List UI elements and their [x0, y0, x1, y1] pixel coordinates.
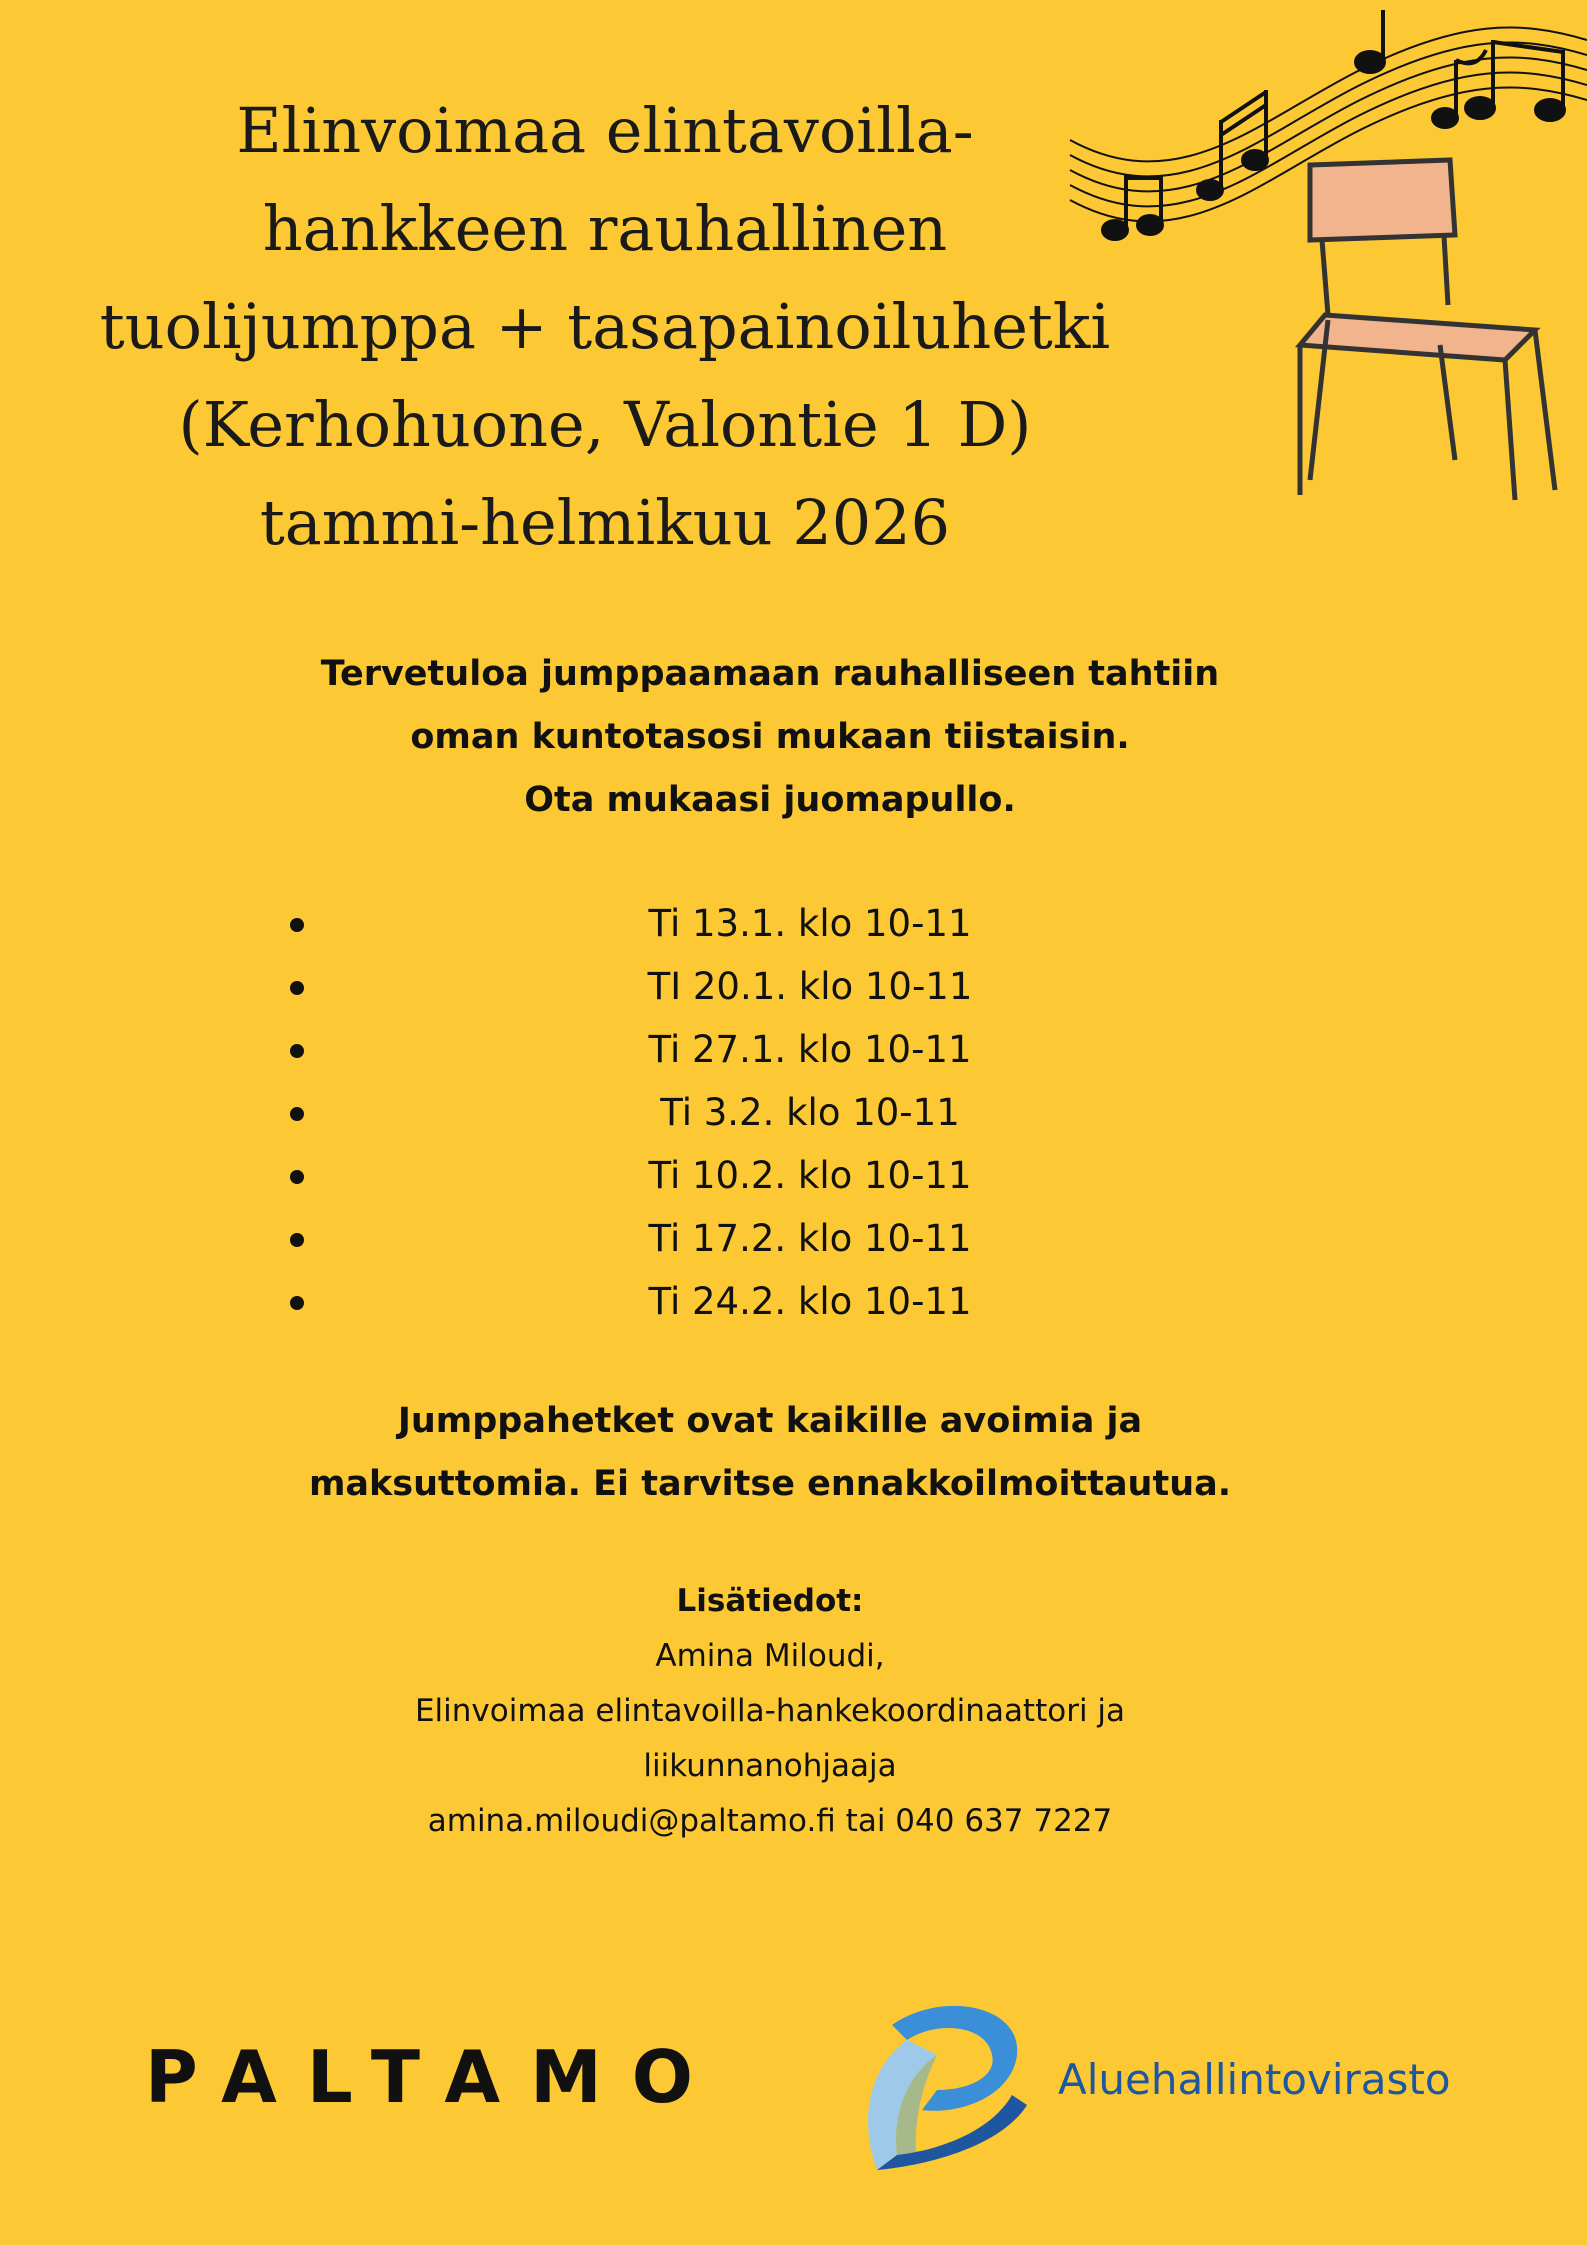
schedule-text: Ti 13.1. klo 10-11	[648, 902, 972, 945]
contact-heading: Lisätiedot:	[676, 1583, 864, 1619]
bullet-icon	[290, 1107, 304, 1121]
chair-icon	[1300, 160, 1555, 500]
schedule-list	[260, 892, 1360, 1333]
page-title	[60, 82, 1150, 572]
paltamo-logo: PALTAMO	[145, 2035, 723, 2119]
schedule-text: Ti 17.2. klo 10-11	[648, 1217, 972, 1260]
schedule-text: Ti 27.1. klo 10-11	[648, 1028, 972, 1071]
free-line: Jumppahetket ovat kaikille avoimia ja	[397, 1401, 1143, 1441]
intro-text	[240, 643, 1300, 832]
contact-name: Amina Miloudi,	[655, 1638, 885, 1674]
bullet-icon	[290, 1296, 304, 1310]
schedule-text: Ti 24.2. klo 10-11	[648, 1280, 972, 1323]
title-line: Elinvoimaa elintavoilla-	[236, 94, 974, 167]
contact-info	[270, 1574, 1270, 1849]
avi-logo-text: Aluehallintovirasto	[1058, 2055, 1451, 2104]
free-line: maksuttomia. Ei tarvitse ennakkoilmoittautua.	[308, 1464, 1232, 1504]
schedule-text: Ti 3.2. klo 10-11	[660, 1091, 960, 1134]
schedule-item	[260, 955, 1190, 1018]
title-line: tuolijumppa + tasapainoiluhetki	[99, 290, 1111, 363]
schedule-item	[260, 1270, 1190, 1333]
schedule-text: Ti 10.2. klo 10-11	[648, 1154, 972, 1197]
schedule-item	[260, 1207, 1190, 1270]
intro-line: oman kuntotasosi mukaan tiistaisin.	[410, 717, 1130, 757]
title-line: tammi-helmikuu 2026	[259, 486, 951, 559]
contact-role: liikunnanohjaaja	[643, 1748, 897, 1784]
avi-logo-icon	[852, 1995, 1032, 2175]
intro-line: Ota mukaasi juomapullo.	[524, 780, 1016, 820]
intro-line: Tervetuloa jumppaamaan rauhalliseen tahtiin	[320, 654, 1220, 694]
title-line: hankkeen rauhallinen	[262, 192, 948, 265]
schedule-item	[260, 1018, 1190, 1081]
schedule-text: TI 20.1. klo 10-11	[647, 965, 973, 1008]
schedule-item	[260, 1144, 1190, 1207]
bullet-icon	[290, 918, 304, 932]
bullet-icon	[290, 1233, 304, 1247]
title-line: (Kerhohuone, Valontie 1 D)	[178, 388, 1032, 461]
bullet-icon	[290, 1044, 304, 1058]
contact-role: Elinvoimaa elintavoilla-hankekoordinaattori ja	[414, 1693, 1126, 1729]
free-info	[240, 1390, 1300, 1516]
music-chair-illustration	[1060, 0, 1587, 510]
contact-details: amina.miloudi@paltamo.fi tai 040 637 7227	[427, 1803, 1113, 1839]
schedule-item	[260, 892, 1190, 955]
bullet-icon	[290, 981, 304, 995]
schedule-item	[260, 1081, 1190, 1144]
bullet-icon	[290, 1170, 304, 1184]
